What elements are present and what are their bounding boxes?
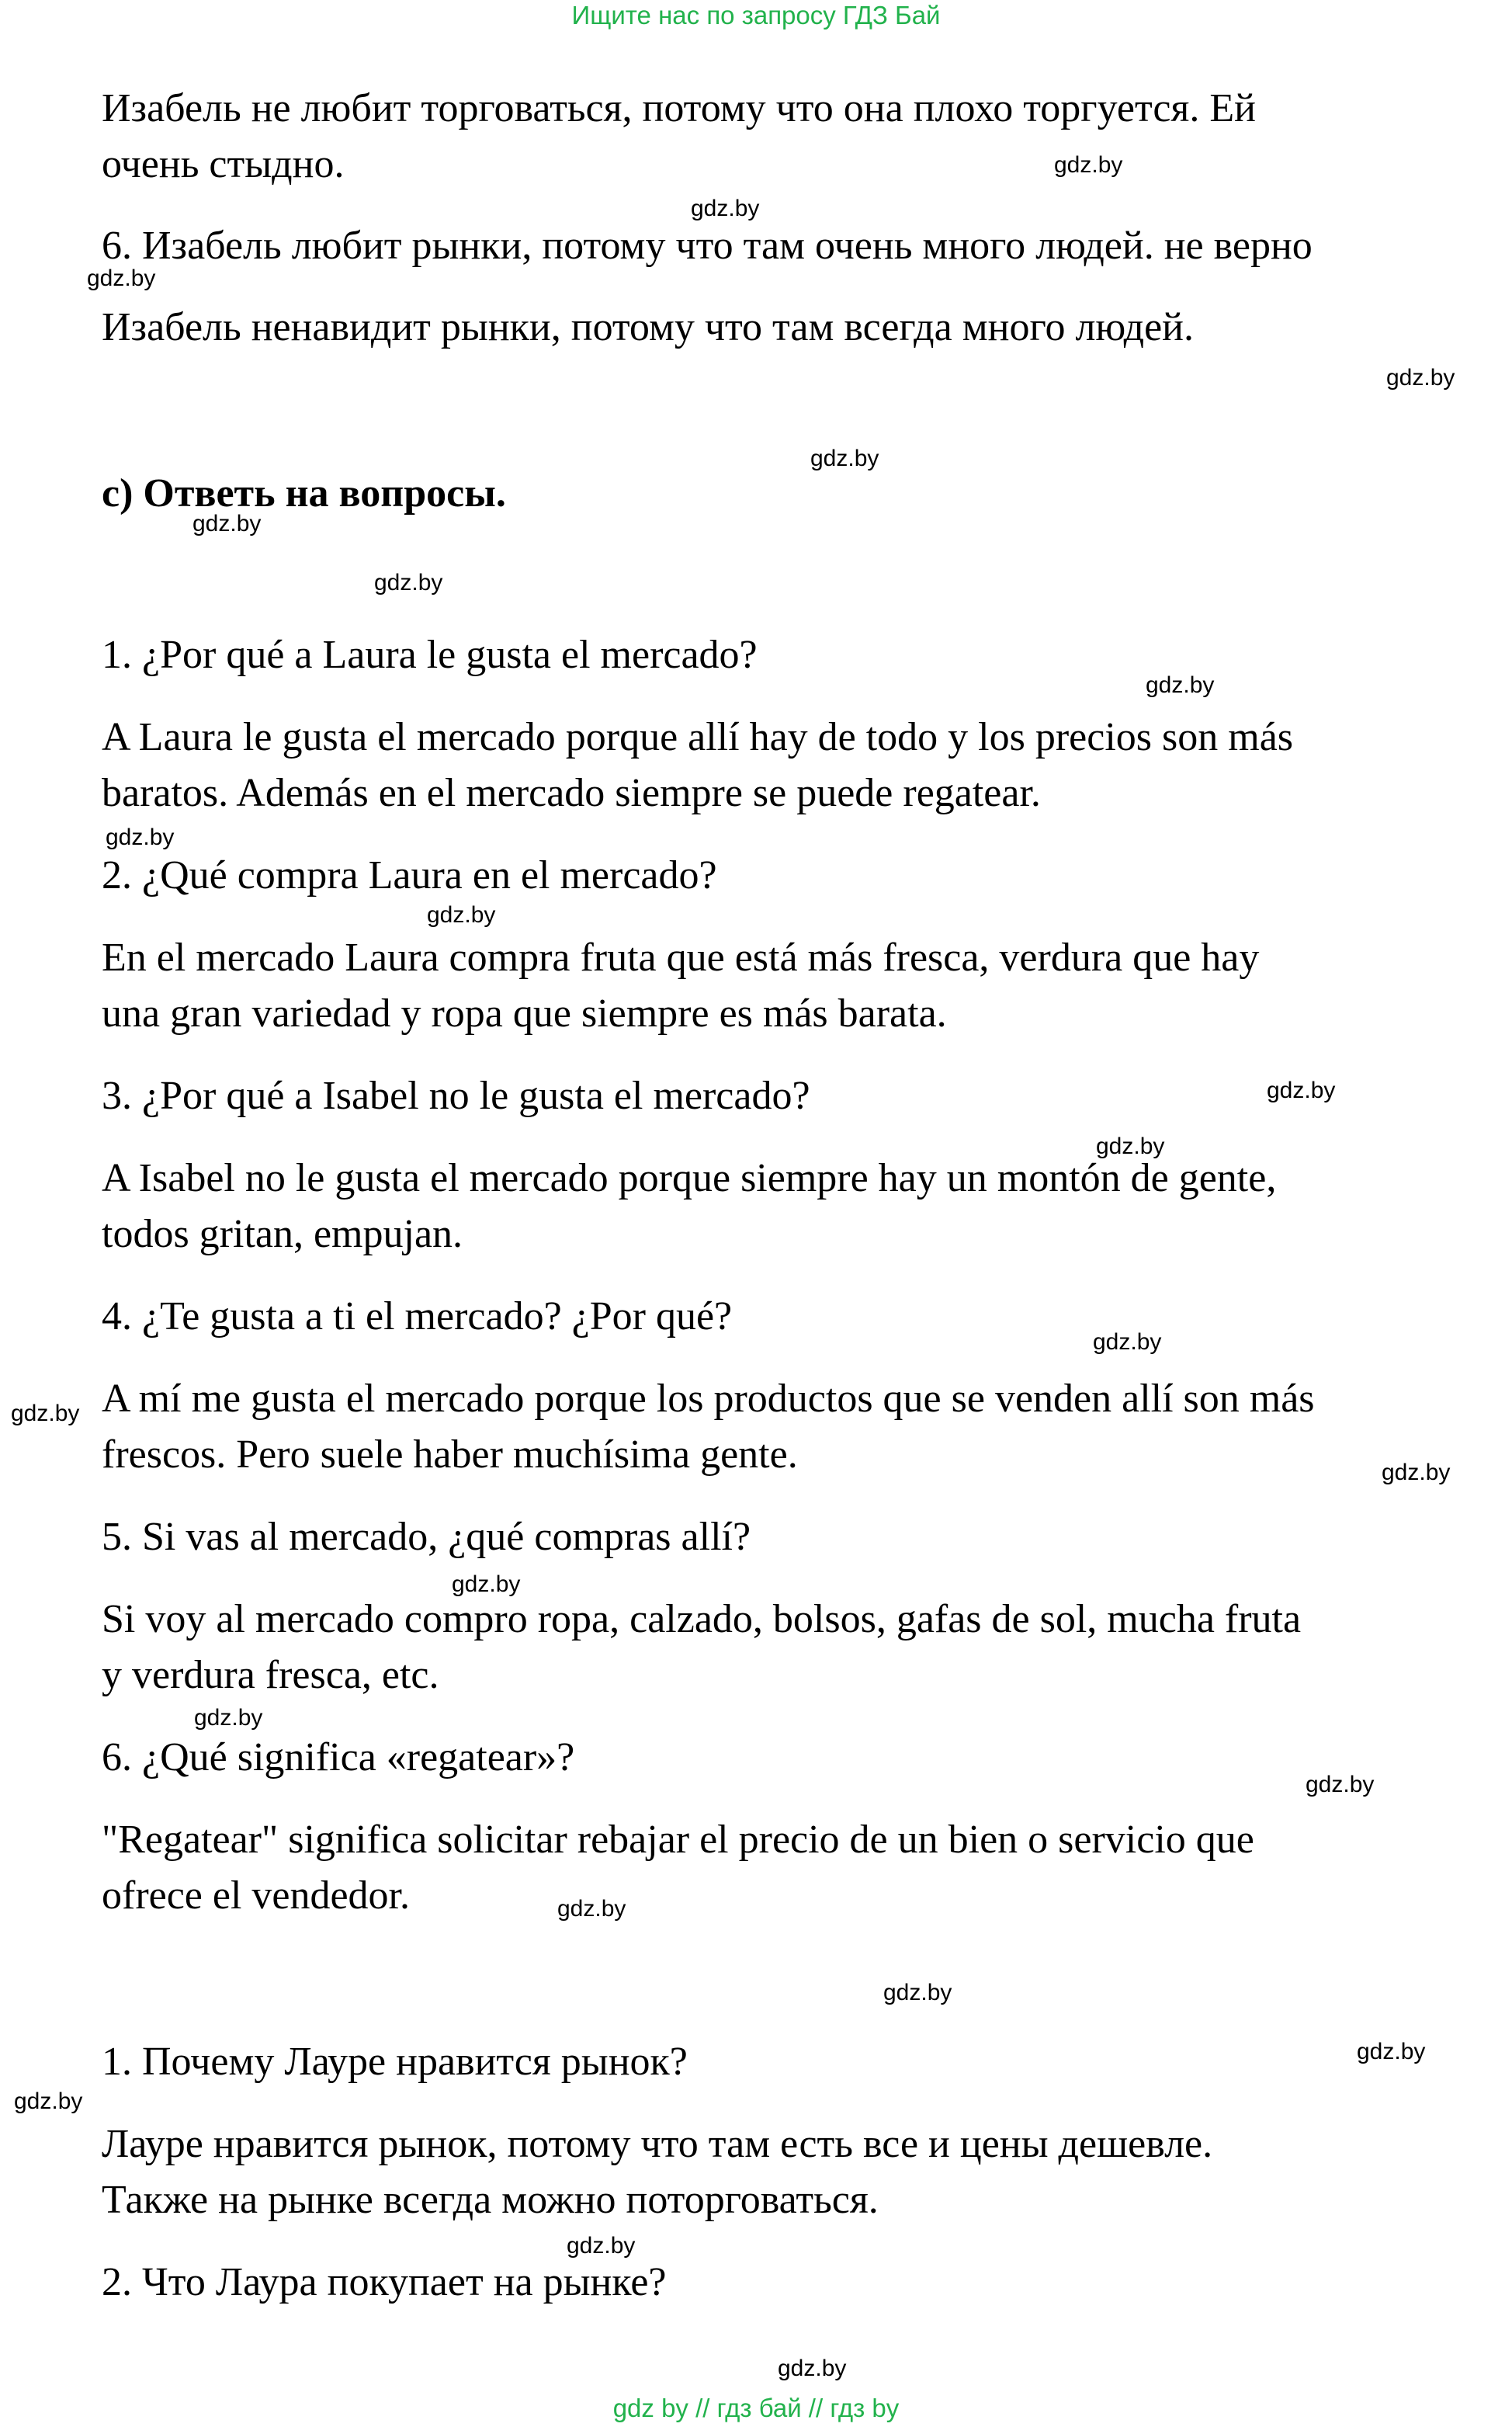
bottom-banner[interactable]: gdz by // гдз бай // гдз by	[612, 2394, 900, 2422]
answer-3-es-line-2: todos gritan, empujan.	[102, 1212, 463, 1256]
text-line-2: очень стыдно.	[102, 142, 345, 186]
answer-1-ru-line-2: Также на рынке всегда можно поторговаться.	[102, 2178, 879, 2222]
watermark: gdz.by	[1093, 1329, 1162, 1355]
watermark: gdz.by	[14, 2088, 83, 2114]
watermark: gdz.by	[427, 902, 496, 928]
watermark: gdz.by	[567, 2233, 636, 2259]
watermark: gdz.by	[192, 511, 262, 536]
answer-6-es-line-2: ofrece el vendedor.	[102, 1873, 411, 1918]
watermark: gdz.by	[1146, 672, 1215, 698]
watermark: gdz.by	[87, 266, 156, 291]
watermark: gdz.by	[1382, 1460, 1451, 1485]
watermark: gdz.by	[1306, 1772, 1375, 1797]
question-6-es: 6. ¿Qué significa «regatear»?	[102, 1735, 575, 1779]
question-2-ru: 2. Что Лаура покупает на рынке?	[102, 2260, 667, 2304]
section-heading-c: с) Ответь на вопросы.	[102, 471, 506, 516]
answer-3-es-line-1: A Isabel no le gusta el mercado porque siempre hay un montón de gente,	[102, 1156, 1277, 1200]
question-2-es: 2. ¿Qué compra Laura en el mercado?	[102, 853, 717, 898]
watermark: gdz.by	[194, 1705, 263, 1731]
watermark: gdz.by	[1357, 2039, 1426, 2064]
text-line-3: 6. Изабель любит рынки, потому что там очень много людей. не верно	[102, 224, 1313, 268]
answer-2-es-line-2: una gran variedad y ropa que siempre es más barata.	[102, 991, 947, 1036]
watermark: gdz.by	[810, 446, 879, 471]
question-1-ru: 1. Почему Лауре нравится рынок?	[102, 2040, 688, 2084]
question-1-es: 1. ¿Por qué a Laura le gusta el mercado?	[102, 633, 758, 677]
answer-6-es-line-1: "Regatear" significa solicitar rebajar el precio de un bien o servicio que	[102, 1818, 1254, 1862]
answer-1-ru-line-1: Лауре нравится рынок, потому что там есть все и цены дешевле.	[102, 2122, 1213, 2166]
answer-4-es-line-2: frescos. Pero suele haber muchísima gente.	[102, 1432, 798, 1477]
answer-1-es-line-2: baratos. Además en el mercado siempre se puede regatear.	[102, 771, 1041, 815]
answer-1-es-line-1: A Laura le gusta el mercado porque allí hay de todo y los precios son más	[102, 715, 1294, 759]
watermark: gdz.by	[11, 1401, 80, 1426]
text-line-4: Изабель ненавидит рынки, потому что там всегда много людей.	[102, 305, 1194, 349]
watermark: gdz.by	[374, 570, 443, 595]
answer-4-es-line-1: A mí me gusta el mercado porque los productos que se venden allí son más	[102, 1377, 1315, 1421]
watermark: gdz.by	[883, 1980, 952, 2005]
watermark: gdz.by	[106, 825, 175, 850]
watermark: gdz.by	[691, 196, 760, 221]
watermark: gdz.by	[1096, 1134, 1165, 1159]
watermark: gdz.by	[452, 1571, 521, 1597]
text-line-1: Изабель не любит торговаться, потому что она плохо торгуется. Ей	[102, 86, 1256, 130]
answer-5-es-line-1: Si voy al mercado compro ropa, calzado, bolsos, gafas de sol, mucha fruta	[102, 1597, 1302, 1641]
watermark: gdz.by	[1054, 152, 1123, 178]
watermark: gdz.by	[778, 2356, 847, 2381]
watermark: gdz.by	[557, 1896, 626, 1922]
question-5-es: 5. Si vas al mercado, ¿qué compras allí?	[102, 1515, 751, 1559]
top-banner[interactable]: Ищите нас по запросу ГДЗ Бай	[571, 1, 941, 30]
answer-5-es-line-2: y verdura fresca, etc.	[102, 1653, 439, 1697]
watermark: gdz.by	[1267, 1078, 1336, 1103]
watermark: gdz.by	[1386, 365, 1455, 391]
answer-2-es-line-1: En el mercado Laura compra fruta que está más fresca, verdura que hay	[102, 936, 1260, 980]
question-4-es: 4. ¿Te gusta a ti el mercado? ¿Por qué?	[102, 1294, 733, 1338]
question-3-es: 3. ¿Por qué a Isabel no le gusta el mercado?	[102, 1074, 810, 1118]
